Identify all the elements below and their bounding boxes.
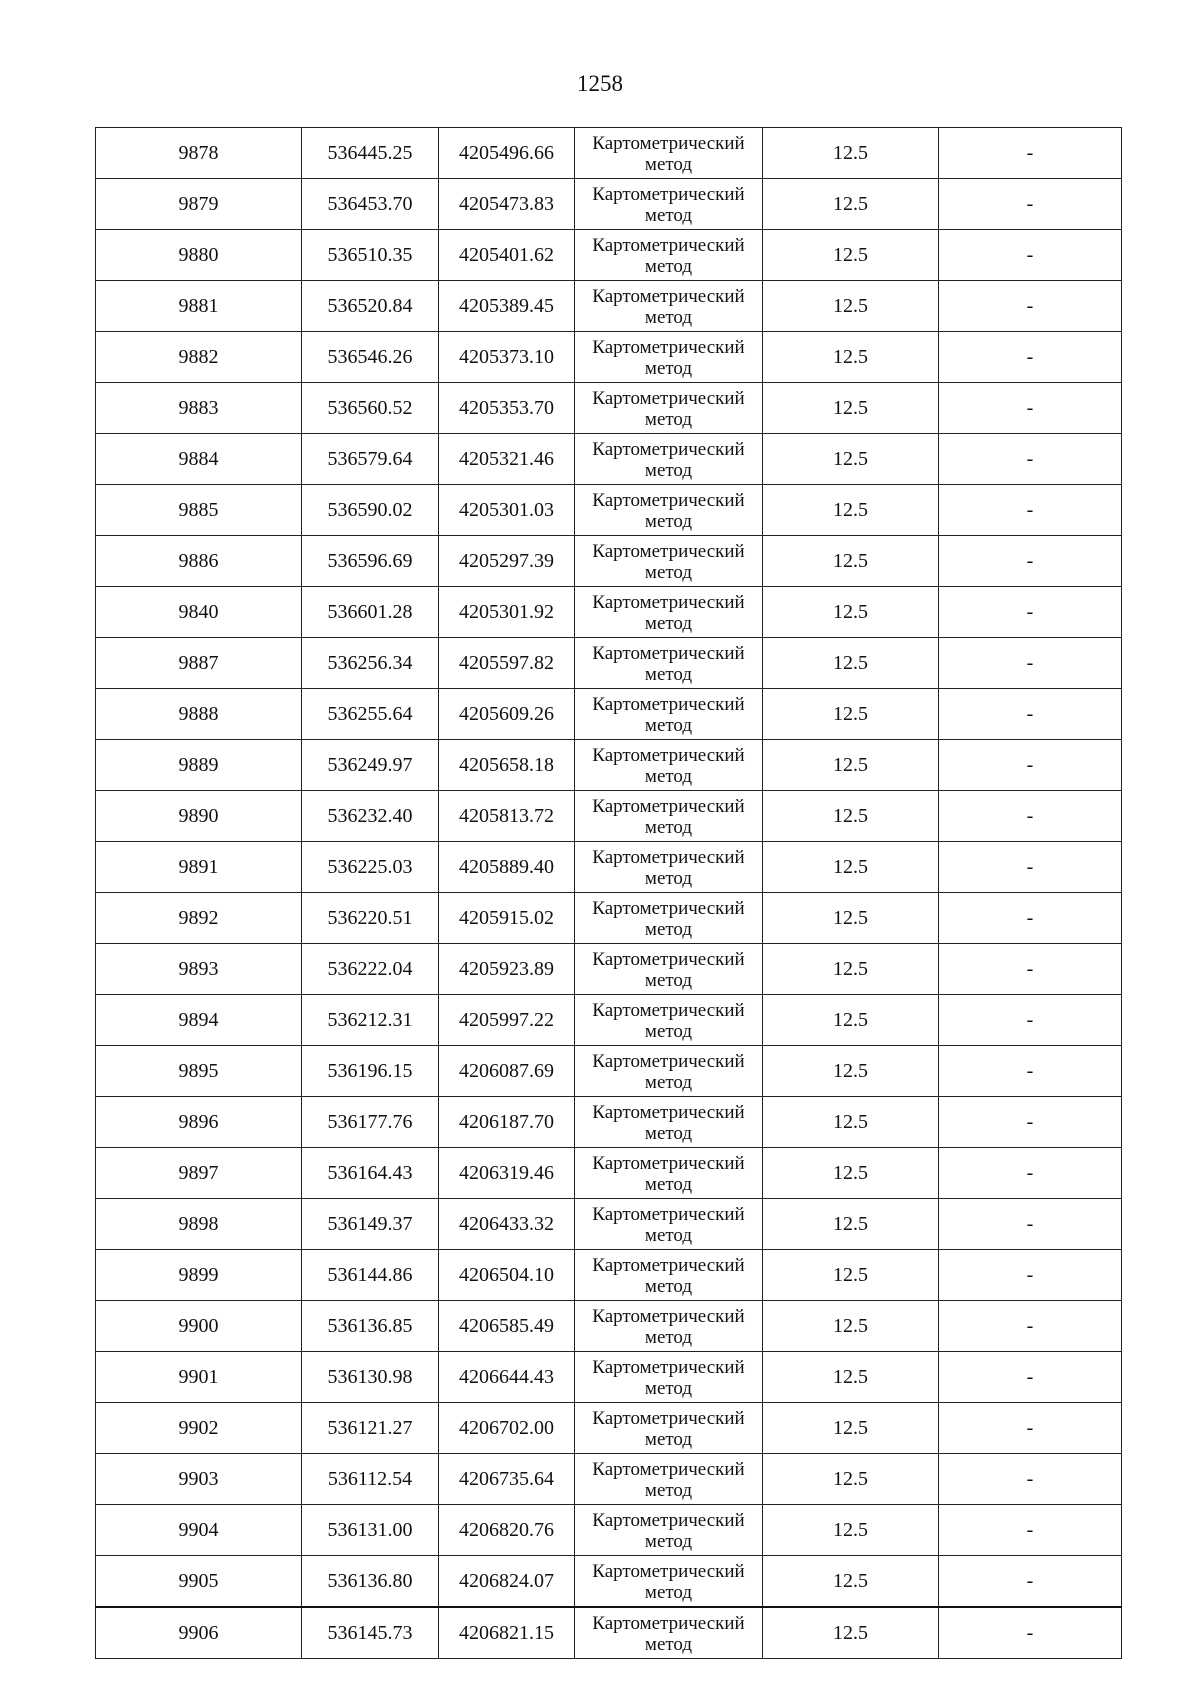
cell-method <box>575 485 763 536</box>
cell-point-number: 9887 <box>96 638 302 689</box>
cell-point-number: 9905 <box>96 1556 302 1608</box>
cell-accuracy: 12.5 <box>763 638 939 689</box>
cell-accuracy: 12.5 <box>763 689 939 740</box>
cell-method <box>575 1352 763 1403</box>
method-line-2: метод <box>644 357 693 379</box>
cell-accuracy: 12.5 <box>763 893 939 944</box>
cell-point-number: 9884 <box>96 434 302 485</box>
method-line-1: Картометрический <box>592 336 745 358</box>
method-line-1: Картометрический <box>592 1612 745 1634</box>
table-row <box>96 587 1122 638</box>
cell-method <box>575 128 763 179</box>
cell-y-coordinate: 4206644.43 <box>439 1352 575 1403</box>
method-line-2: метод <box>644 1633 693 1655</box>
cell-method <box>575 1199 763 1250</box>
cell-accuracy: 12.5 <box>763 587 939 638</box>
method-line-2: метод <box>644 867 693 889</box>
method-line-1: Картометрический <box>592 642 745 664</box>
cell-note: - <box>939 1505 1122 1556</box>
method-line-2: метод <box>644 153 693 175</box>
cell-note: - <box>939 842 1122 893</box>
cell-point-number: 9891 <box>96 842 302 893</box>
method-line-1: Картометрический <box>592 1254 745 1276</box>
cell-note: - <box>939 944 1122 995</box>
cell-accuracy: 12.5 <box>763 128 939 179</box>
cell-x-coordinate: 536222.04 <box>302 944 439 995</box>
coordinates-table <box>95 127 1122 1659</box>
method-line-1: Картометрический <box>592 744 745 766</box>
cell-y-coordinate: 4205658.18 <box>439 740 575 791</box>
cell-y-coordinate: 4206319.46 <box>439 1148 575 1199</box>
cell-point-number: 9902 <box>96 1403 302 1454</box>
cell-y-coordinate: 4205401.62 <box>439 230 575 281</box>
method-line-1: Картометрический <box>592 1050 745 1072</box>
method-line-2: метод <box>644 408 693 430</box>
cell-method <box>575 332 763 383</box>
cell-point-number: 9888 <box>96 689 302 740</box>
cell-point-number: 9881 <box>96 281 302 332</box>
cell-method <box>575 434 763 485</box>
method-line-1: Картометрический <box>592 1101 745 1123</box>
cell-method <box>575 281 763 332</box>
method-line-2: метод <box>644 765 693 787</box>
cell-accuracy: 12.5 <box>763 281 939 332</box>
cell-y-coordinate: 4205301.03 <box>439 485 575 536</box>
cell-x-coordinate: 536579.64 <box>302 434 439 485</box>
cell-accuracy: 12.5 <box>763 995 939 1046</box>
method-line-1: Картометрический <box>592 438 745 460</box>
cell-x-coordinate: 536164.43 <box>302 1148 439 1199</box>
cell-accuracy: 12.5 <box>763 1250 939 1301</box>
method-line-2: метод <box>644 561 693 583</box>
method-line-1: Картометрический <box>592 489 745 511</box>
cell-x-coordinate: 536601.28 <box>302 587 439 638</box>
cell-x-coordinate: 536112.54 <box>302 1454 439 1505</box>
method-line-2: метод <box>644 459 693 481</box>
cell-accuracy: 12.5 <box>763 740 939 791</box>
table-row <box>96 1250 1122 1301</box>
table-row <box>96 740 1122 791</box>
cell-y-coordinate: 4206702.00 <box>439 1403 575 1454</box>
cell-y-coordinate: 4206585.49 <box>439 1301 575 1352</box>
cell-x-coordinate: 536177.76 <box>302 1097 439 1148</box>
cell-point-number: 9878 <box>96 128 302 179</box>
cell-y-coordinate: 4205321.46 <box>439 434 575 485</box>
table-body <box>96 128 1122 1659</box>
method-line-1: Картометрический <box>592 1305 745 1327</box>
cell-method <box>575 1301 763 1352</box>
cell-point-number: 9880 <box>96 230 302 281</box>
cell-y-coordinate: 4206187.70 <box>439 1097 575 1148</box>
method-line-1: Картометрический <box>592 387 745 409</box>
cell-y-coordinate: 4205923.89 <box>439 944 575 995</box>
cell-point-number: 9903 <box>96 1454 302 1505</box>
cell-method <box>575 995 763 1046</box>
table-row <box>96 842 1122 893</box>
cell-y-coordinate: 4206821.15 <box>439 1607 575 1659</box>
cell-point-number: 9894 <box>96 995 302 1046</box>
method-line-1: Картометрический <box>592 285 745 307</box>
cell-note: - <box>939 332 1122 383</box>
cell-accuracy: 12.5 <box>763 1301 939 1352</box>
cell-x-coordinate: 536445.25 <box>302 128 439 179</box>
cell-accuracy: 12.5 <box>763 383 939 434</box>
method-line-2: метод <box>644 1479 693 1501</box>
table-row <box>96 128 1122 179</box>
method-line-2: метод <box>644 1122 693 1144</box>
method-line-1: Картометрический <box>592 846 745 868</box>
cell-method <box>575 893 763 944</box>
cell-point-number: 9895 <box>96 1046 302 1097</box>
table-row <box>96 485 1122 536</box>
cell-accuracy: 12.5 <box>763 536 939 587</box>
cell-note: - <box>939 281 1122 332</box>
cell-x-coordinate: 536121.27 <box>302 1403 439 1454</box>
cell-y-coordinate: 4206735.64 <box>439 1454 575 1505</box>
cell-method <box>575 689 763 740</box>
method-line-2: метод <box>644 510 693 532</box>
cell-point-number: 9879 <box>96 179 302 230</box>
cell-accuracy: 12.5 <box>763 1403 939 1454</box>
method-line-2: метод <box>644 1173 693 1195</box>
cell-y-coordinate: 4206087.69 <box>439 1046 575 1097</box>
cell-note: - <box>939 689 1122 740</box>
cell-accuracy: 12.5 <box>763 1454 939 1505</box>
method-line-2: метод <box>644 1275 693 1297</box>
cell-method <box>575 230 763 281</box>
cell-note: - <box>939 485 1122 536</box>
table-row <box>96 1454 1122 1505</box>
cell-method <box>575 1454 763 1505</box>
cell-method <box>575 944 763 995</box>
cell-note: - <box>939 1454 1122 1505</box>
cell-note: - <box>939 1352 1122 1403</box>
cell-x-coordinate: 536255.64 <box>302 689 439 740</box>
method-line-1: Картометрический <box>592 693 745 715</box>
cell-note: - <box>939 1199 1122 1250</box>
method-line-2: метод <box>644 612 693 634</box>
cell-x-coordinate: 536546.26 <box>302 332 439 383</box>
cell-y-coordinate: 4205915.02 <box>439 893 575 944</box>
cell-point-number: 9883 <box>96 383 302 434</box>
cell-accuracy: 12.5 <box>763 1046 939 1097</box>
cell-note: - <box>939 638 1122 689</box>
cell-method <box>575 638 763 689</box>
cell-point-number: 9898 <box>96 1199 302 1250</box>
cell-point-number: 9896 <box>96 1097 302 1148</box>
cell-x-coordinate: 536212.31 <box>302 995 439 1046</box>
method-line-2: метод <box>644 969 693 991</box>
cell-x-coordinate: 536145.73 <box>302 1607 439 1659</box>
method-line-1: Картометрический <box>592 795 745 817</box>
cell-y-coordinate: 4205473.83 <box>439 179 575 230</box>
cell-accuracy: 12.5 <box>763 791 939 842</box>
cell-y-coordinate: 4205373.10 <box>439 332 575 383</box>
table-row <box>96 383 1122 434</box>
table-row <box>96 791 1122 842</box>
cell-y-coordinate: 4206504.10 <box>439 1250 575 1301</box>
cell-point-number: 9892 <box>96 893 302 944</box>
cell-x-coordinate: 536560.52 <box>302 383 439 434</box>
table-row <box>96 332 1122 383</box>
method-line-2: метод <box>644 1326 693 1348</box>
cell-point-number: 9906 <box>96 1607 302 1659</box>
cell-y-coordinate: 4205597.82 <box>439 638 575 689</box>
cell-note: - <box>939 230 1122 281</box>
table-row <box>96 230 1122 281</box>
cell-y-coordinate: 4205389.45 <box>439 281 575 332</box>
method-line-2: метод <box>644 204 693 226</box>
method-line-1: Картометрический <box>592 183 745 205</box>
cell-point-number: 9897 <box>96 1148 302 1199</box>
cell-note: - <box>939 536 1122 587</box>
cell-x-coordinate: 536144.86 <box>302 1250 439 1301</box>
cell-x-coordinate: 536131.00 <box>302 1505 439 1556</box>
cell-note: - <box>939 434 1122 485</box>
cell-note: - <box>939 1556 1122 1608</box>
cell-x-coordinate: 536149.37 <box>302 1199 439 1250</box>
table-row <box>96 281 1122 332</box>
cell-note: - <box>939 383 1122 434</box>
cell-point-number: 9889 <box>96 740 302 791</box>
cell-accuracy: 12.5 <box>763 1148 939 1199</box>
cell-note: - <box>939 1403 1122 1454</box>
table-row <box>96 1556 1122 1608</box>
method-line-1: Картометрический <box>592 948 745 970</box>
cell-x-coordinate: 536510.35 <box>302 230 439 281</box>
cell-y-coordinate: 4205997.22 <box>439 995 575 1046</box>
method-line-2: метод <box>644 1071 693 1093</box>
cell-x-coordinate: 536136.85 <box>302 1301 439 1352</box>
cell-point-number: 9882 <box>96 332 302 383</box>
cell-x-coordinate: 536256.34 <box>302 638 439 689</box>
table-row <box>96 944 1122 995</box>
table-row <box>96 638 1122 689</box>
method-line-1: Картометрический <box>592 540 745 562</box>
cell-method <box>575 740 763 791</box>
cell-method <box>575 1097 763 1148</box>
cell-y-coordinate: 4205813.72 <box>439 791 575 842</box>
table-row <box>96 1199 1122 1250</box>
method-line-1: Картометрический <box>592 1356 745 1378</box>
cell-y-coordinate: 4205496.66 <box>439 128 575 179</box>
cell-point-number: 9840 <box>96 587 302 638</box>
method-line-1: Картометрический <box>592 132 745 154</box>
cell-point-number: 9904 <box>96 1505 302 1556</box>
table-row <box>96 434 1122 485</box>
cell-note: - <box>939 128 1122 179</box>
method-line-1: Картометрический <box>592 1560 745 1582</box>
cell-method <box>575 1505 763 1556</box>
cell-point-number: 9899 <box>96 1250 302 1301</box>
cell-point-number: 9893 <box>96 944 302 995</box>
method-line-2: метод <box>644 816 693 838</box>
cell-method <box>575 383 763 434</box>
cell-method <box>575 536 763 587</box>
cell-accuracy: 12.5 <box>763 230 939 281</box>
cell-note: - <box>939 1148 1122 1199</box>
cell-method <box>575 791 763 842</box>
method-line-1: Картометрический <box>592 1407 745 1429</box>
cell-x-coordinate: 536249.97 <box>302 740 439 791</box>
cell-accuracy: 12.5 <box>763 1097 939 1148</box>
page-number: 1258 <box>577 71 623 96</box>
cell-accuracy: 12.5 <box>763 1505 939 1556</box>
table-row <box>96 1301 1122 1352</box>
table-row <box>96 1046 1122 1097</box>
cell-note: - <box>939 995 1122 1046</box>
method-line-2: метод <box>644 1428 693 1450</box>
cell-x-coordinate: 536590.02 <box>302 485 439 536</box>
cell-point-number: 9886 <box>96 536 302 587</box>
cell-y-coordinate: 4205301.92 <box>439 587 575 638</box>
cell-accuracy: 12.5 <box>763 944 939 995</box>
method-line-2: метод <box>644 918 693 940</box>
table-row <box>96 179 1122 230</box>
table-row <box>96 1403 1122 1454</box>
cell-x-coordinate: 536196.15 <box>302 1046 439 1097</box>
method-line-2: метод <box>644 1020 693 1042</box>
table-row <box>96 689 1122 740</box>
table-row <box>96 1505 1122 1556</box>
cell-y-coordinate: 4205297.39 <box>439 536 575 587</box>
cell-method <box>575 1556 763 1608</box>
cell-accuracy: 12.5 <box>763 179 939 230</box>
cell-y-coordinate: 4206433.32 <box>439 1199 575 1250</box>
cell-y-coordinate: 4205353.70 <box>439 383 575 434</box>
cell-note: - <box>939 1046 1122 1097</box>
cell-point-number: 9885 <box>96 485 302 536</box>
table-row <box>96 1148 1122 1199</box>
cell-x-coordinate: 536225.03 <box>302 842 439 893</box>
cell-y-coordinate: 4205609.26 <box>439 689 575 740</box>
cell-accuracy: 12.5 <box>763 1556 939 1608</box>
cell-method <box>575 179 763 230</box>
cell-x-coordinate: 536520.84 <box>302 281 439 332</box>
table-row <box>96 893 1122 944</box>
method-line-1: Картометрический <box>592 897 745 919</box>
cell-method <box>575 842 763 893</box>
cell-accuracy: 12.5 <box>763 1199 939 1250</box>
cell-x-coordinate: 536596.69 <box>302 536 439 587</box>
cell-y-coordinate: 4206824.07 <box>439 1556 575 1608</box>
method-line-2: метод <box>644 1530 693 1552</box>
method-line-2: метод <box>644 714 693 736</box>
cell-accuracy: 12.5 <box>763 485 939 536</box>
method-line-1: Картометрический <box>592 1509 745 1531</box>
cell-point-number: 9900 <box>96 1301 302 1352</box>
cell-method <box>575 587 763 638</box>
cell-x-coordinate: 536130.98 <box>302 1352 439 1403</box>
method-line-1: Картометрический <box>592 234 745 256</box>
cell-note: - <box>939 1607 1122 1659</box>
method-line-1: Картометрический <box>592 1152 745 1174</box>
cell-x-coordinate: 536220.51 <box>302 893 439 944</box>
method-line-2: метод <box>644 1377 693 1399</box>
method-line-2: метод <box>644 1224 693 1246</box>
cell-y-coordinate: 4206820.76 <box>439 1505 575 1556</box>
cell-note: - <box>939 1250 1122 1301</box>
cell-method <box>575 1046 763 1097</box>
method-line-2: метод <box>644 255 693 277</box>
cell-point-number: 9890 <box>96 791 302 842</box>
cell-point-number: 9901 <box>96 1352 302 1403</box>
table-row <box>96 1607 1122 1659</box>
cell-accuracy: 12.5 <box>763 1607 939 1659</box>
cell-accuracy: 12.5 <box>763 842 939 893</box>
cell-note: - <box>939 1097 1122 1148</box>
cell-method <box>575 1250 763 1301</box>
table-row <box>96 1352 1122 1403</box>
method-line-2: метод <box>644 663 693 685</box>
cell-accuracy: 12.5 <box>763 1352 939 1403</box>
cell-accuracy: 12.5 <box>763 434 939 485</box>
cell-y-coordinate: 4205889.40 <box>439 842 575 893</box>
cell-method <box>575 1607 763 1659</box>
table-row <box>96 995 1122 1046</box>
cell-x-coordinate: 536136.80 <box>302 1556 439 1608</box>
cell-method <box>575 1148 763 1199</box>
cell-note: - <box>939 893 1122 944</box>
cell-accuracy: 12.5 <box>763 332 939 383</box>
method-line-2: метод <box>644 306 693 328</box>
cell-note: - <box>939 1301 1122 1352</box>
cell-note: - <box>939 587 1122 638</box>
cell-x-coordinate: 536453.70 <box>302 179 439 230</box>
table-row <box>96 1097 1122 1148</box>
table-row <box>96 536 1122 587</box>
cell-x-coordinate: 536232.40 <box>302 791 439 842</box>
method-line-1: Картометрический <box>592 1203 745 1225</box>
cell-note: - <box>939 179 1122 230</box>
method-line-2: метод <box>644 1581 693 1603</box>
cell-note: - <box>939 791 1122 842</box>
method-line-1: Картометрический <box>592 999 745 1021</box>
cell-note: - <box>939 740 1122 791</box>
method-line-1: Картометрический <box>592 1458 745 1480</box>
cell-method <box>575 1403 763 1454</box>
method-line-1: Картометрический <box>592 591 745 613</box>
